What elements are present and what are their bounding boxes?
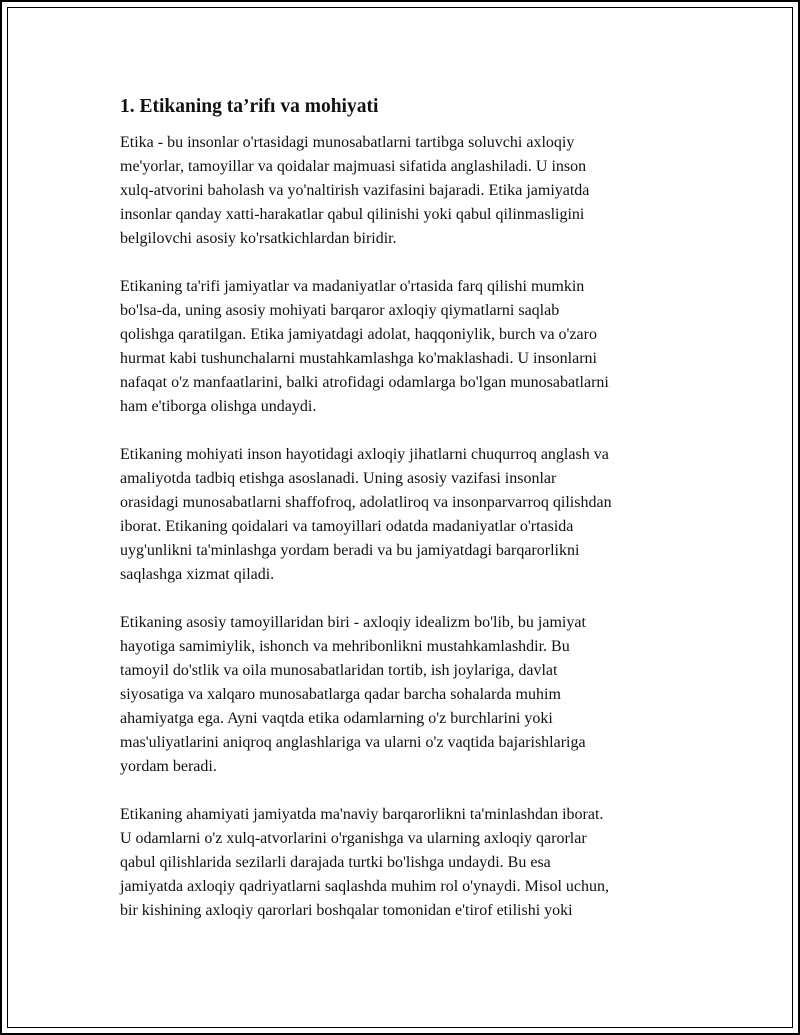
text-line: amaliyotda tadbiq etishga asoslanadi. Uning asosiy vazifasi insonlar [120, 470, 557, 487]
text-line: hayotiga samimiylik, ishonch va mehribonlikni mustahkamlashdir. Bu [120, 638, 570, 655]
text-line: bo'lsa-da, uning asosiy mohiyati barqaror axloqiy qiymatlarni saqlab [120, 302, 560, 319]
paragraph [120, 443, 692, 587]
document-body [120, 94, 692, 947]
text-line: ham e'tiborga olishga undaydi. [120, 398, 317, 415]
text-line: Etikaning asosiy tamoyillaridan biri - axloqiy idealizm bo'lib, bu jamiyat [120, 614, 586, 631]
text-line: jamiyatda axloqiy qadriyatlarni saqlashda muhim rol o'ynaydi. Misol uchun, [120, 878, 610, 895]
paragraph [120, 275, 692, 419]
text-line: iborat. Etikaning qoidalari va tamoyillari odatda madaniyatlar o'rtasida [120, 518, 574, 535]
text-line: xulq-atvorini baholash va yo'naltirish vazifasini bajaradi. Etika jamiyatda [120, 182, 590, 199]
text-line: siyosatiga va xalqaro munosabatlarga qadar barcha sohalarda muhim [120, 686, 561, 703]
text-line: yordam beradi. [120, 758, 217, 775]
text-line: U odamlarni o'z xulq-atvorlarini o'rganishga va ularning axloqiy qarorlar [120, 830, 587, 847]
text-line: belgilovchi asosiy ko'rsatkichlardan biridir. [120, 230, 397, 247]
text-line: insonlar qanday xatti-harakatlar qabul qilinishi yoki qabul qilinmasligini [120, 206, 585, 223]
text-line: Etikaning ahamiyati jamiyatda ma'naviy barqarorlikni ta'minlashdan iborat. [120, 806, 604, 823]
text-line: me'yorlar, tamoyillar va qoidalar majmuasi sifatida anglashiladi. U inson [120, 158, 587, 175]
text-line: bir kishining axloqiy qarorlari boshqalar tomonidan e'tirof etilishi yoki [120, 902, 573, 919]
paragraph [120, 611, 692, 779]
text-line: nafaqat o'z manfaatlarini, balki atrofidagi odamlarga bo'lgan munosabatlarni [120, 374, 609, 391]
text-line: uyg'unlikni ta'minlashga yordam beradi va bu jamiyatdagi barqarorlikni [120, 542, 580, 559]
paragraph [120, 803, 692, 923]
text-line: Etikaning ta'rifi jamiyatlar va madaniyatlar o'rtasida farq qilishi mumkin [120, 278, 585, 295]
text-line: mas'uliyatlarini aniqroq anglashlariga va ularni o'z vaqtida bajarishlariga [120, 734, 586, 751]
text-line: qabul qilishlarida sezilarli darajada turtki bo'lishga undaydi. Bu esa [120, 854, 551, 871]
text-line: qolishga qaratilgan. Etika jamiyatdagi adolat, haqqoniylik, burch va o'zaro [120, 326, 597, 343]
text-line: Etika - bu insonlar o'rtasidagi munosabatlarni tartibga soluvchi axloqiy [120, 134, 575, 151]
text-line: orasidagi munosabatlarni shaffofroq, adolatliroq va insonparvarroq qilishdan [120, 494, 612, 511]
section-title: 1. Etikaning ta’rifı va mohiyati [120, 96, 379, 117]
text-line: tamoyil do'stlik va oila munosabatlaridan tortib, ish joylariga, davlat [120, 662, 558, 679]
text-line: ahamiyatga ega. Ayni vaqtda etika odamlarning o'z burchlarini yoki [120, 710, 553, 727]
text-line: hurmat kabi tushunchalarni mustahkamlashga ko'maklashadi. U insonlarni [120, 350, 597, 367]
text-line: Etikaning mohiyati inson hayotidagi axloqiy jihatlarni chuqurroq anglash va [120, 446, 609, 463]
paragraph [120, 131, 692, 251]
text-line: saqlashga xizmat qiladi. [120, 566, 275, 583]
